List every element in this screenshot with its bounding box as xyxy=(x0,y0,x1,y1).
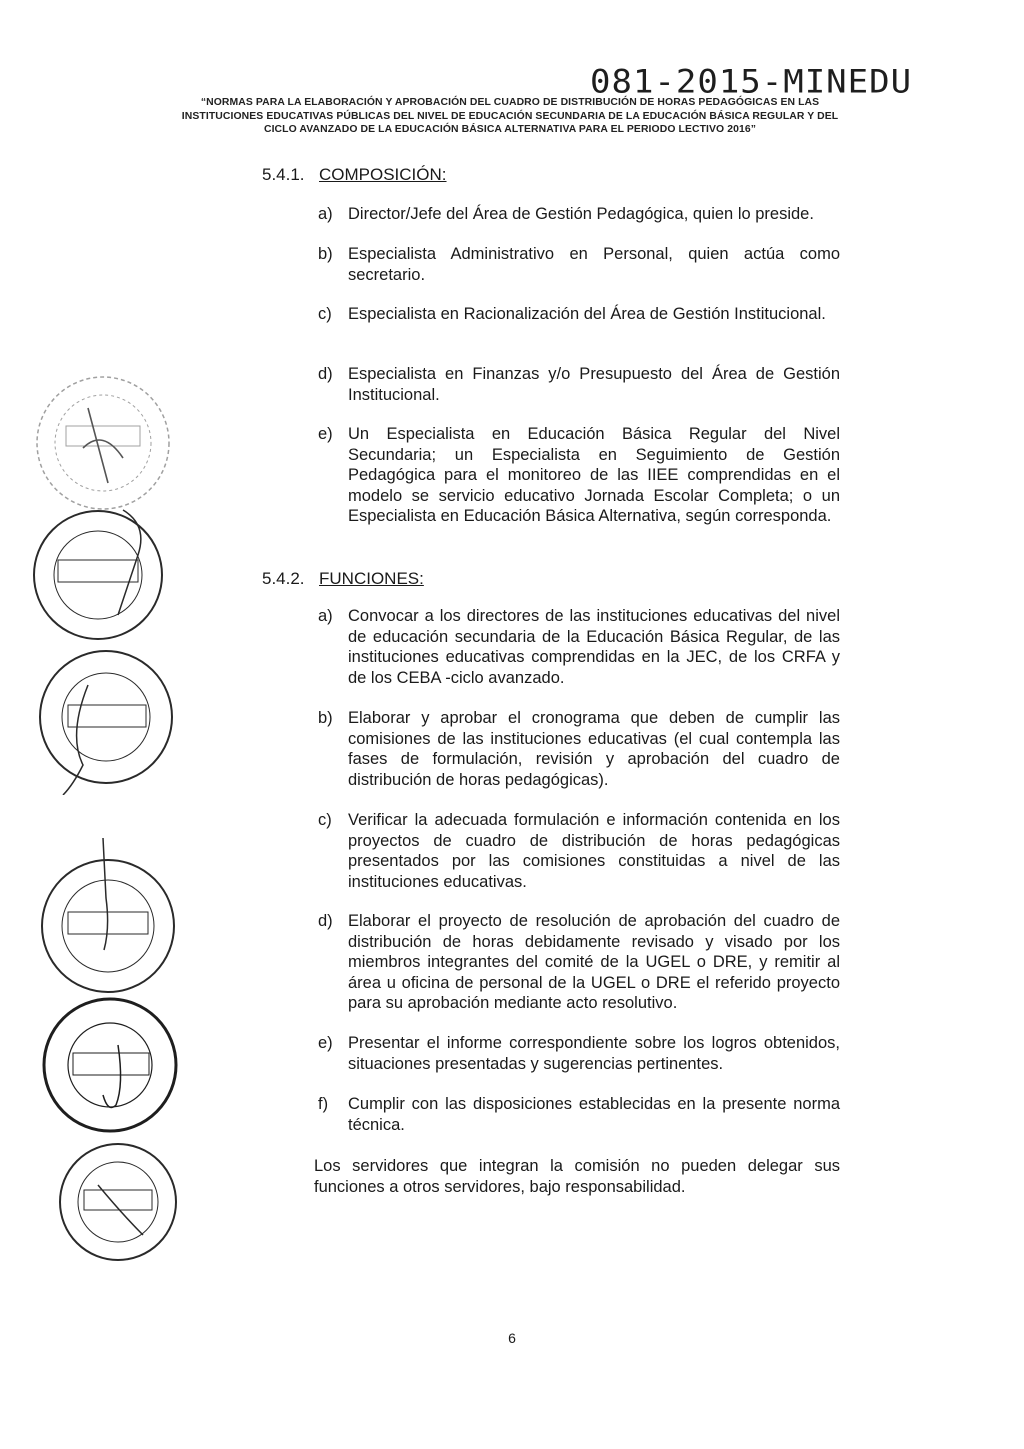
document-code: 081-2015-MINEDU xyxy=(590,63,913,101)
item-label: c) xyxy=(318,811,332,829)
header-line-3: CICLO AVANZADO DE LA EDUCACIÓN BÁSICA ALTERNATIVA PARA EL PERIODO LECTIVO 2016” xyxy=(263,124,757,135)
item-text: Un Especialista en Educación Básica Regular del Nivel Secundaria; un Especialista en Seguimiento de Gestión Pedagógica para el monitoreo de las IIEE comprendidas en el modelo se servicio educativo Jornada Escolar Completa; o un Especialista en Educación Básica Alternativa, según corresponda. xyxy=(348,425,840,526)
list-item xyxy=(318,1094,840,1135)
item-label: f) xyxy=(318,1095,329,1113)
visacion-stamp-1 xyxy=(28,368,178,518)
item-text: Especialista en Finanzas y/o Presupuesto del Área de Gestión Institucional. xyxy=(348,365,840,404)
list-item xyxy=(318,911,840,1014)
item-label: e) xyxy=(318,1034,333,1052)
list-item xyxy=(318,364,840,405)
item-text: Especialista Administrativo en Personal, quien actúa como secretario. xyxy=(348,245,840,284)
item-label: c) xyxy=(318,305,332,323)
item-text: Convocar a los directores de las instituciones educativas del nivel de educación secundaria de la Educación Básica Regular, de las instituciones educativas comprendidas en la JEC, de los CRFA y de los CEBA -ciclo avanzado. xyxy=(348,607,840,687)
item-label: b) xyxy=(318,709,333,727)
document-header xyxy=(150,96,870,137)
closing-paragraph: Los servidores que integran la comisión no pueden delegar sus funciones a otros servidores, bajo responsabilidad. xyxy=(314,1157,840,1196)
list-item xyxy=(318,708,840,790)
page-number: 6 xyxy=(508,1330,516,1346)
list-item xyxy=(318,1033,840,1074)
item-text: Elaborar el proyecto de resolución de aprobación del cuadro de distribución de horas debidamente revisado y visado por los miembros integrantes del comité de la UGEL o DRE, y remitir al área u oficina de personal de la UGEL o DRE el referido proyecto para su aprobación mediante acto resolutivo. xyxy=(348,912,840,1013)
section-title: FUNCIONES: xyxy=(319,569,424,588)
header-line-2: INSTITUCIONES EDUCATIVAS PÚBLICAS DEL NIVEL DE EDUCACIÓN SECUNDARIA DE LA EDUCACIÓN BÁSICA REGULAR Y DEL xyxy=(181,110,839,122)
list-item xyxy=(318,810,840,892)
visacion-stamp-2 xyxy=(28,505,168,645)
section-title: COMPOSICIÓN: xyxy=(319,165,447,184)
visacion-stamp-5 xyxy=(28,995,178,1145)
item-text: Director/Jefe del Área de Gestión Pedagógica, quien lo preside. xyxy=(348,205,814,223)
item-label: b) xyxy=(318,245,333,263)
list-item xyxy=(318,204,840,225)
list-item xyxy=(318,424,840,527)
item-label: e) xyxy=(318,425,333,443)
visacion-stamp-3 xyxy=(28,645,178,795)
item-label: a) xyxy=(318,607,333,625)
list-item xyxy=(318,304,840,325)
item-text: Elaborar y aprobar el cronograma que deben de cumplir las comisiones de las instituciones educativas (el cual contempla las fases de formulación, revisión y aprobación del cuadro de distribución de horas pedagógicas). xyxy=(348,709,840,789)
item-label: d) xyxy=(318,365,333,383)
section-number: 5.4.1. xyxy=(262,165,305,184)
item-label: d) xyxy=(318,912,333,930)
item-text: Presentar el informe correspondiente sobre los logros obtenidos, situaciones presentadas y sugerencias pertinentes. xyxy=(348,1034,840,1073)
item-label: a) xyxy=(318,205,333,223)
list-item xyxy=(318,606,840,688)
header-line-1: “NORMAS PARA LA ELABORACIÓN Y APROBACIÓN DEL CUADRO DE DISTRIBUCIÓN DE HORAS PEDAGÓGICAS EN LAS xyxy=(200,97,820,108)
list-item xyxy=(318,244,840,285)
visacion-stamp-4 xyxy=(28,838,178,998)
item-text: Especialista en Racionalización del Área de Gestión Institucional. xyxy=(348,305,826,323)
item-text: Cumplir con las disposiciones establecidas en la presente norma técnica. xyxy=(348,1095,840,1134)
section-number: 5.4.2. xyxy=(262,569,305,588)
item-text: Verificar la adecuada formulación e información contenida en los proyectos de cuadro de distribución de horas pedagógicas presentados por las comisiones constituidas a nivel de las instituciones educativas. xyxy=(348,811,840,891)
visacion-stamp-6 xyxy=(28,1140,178,1270)
